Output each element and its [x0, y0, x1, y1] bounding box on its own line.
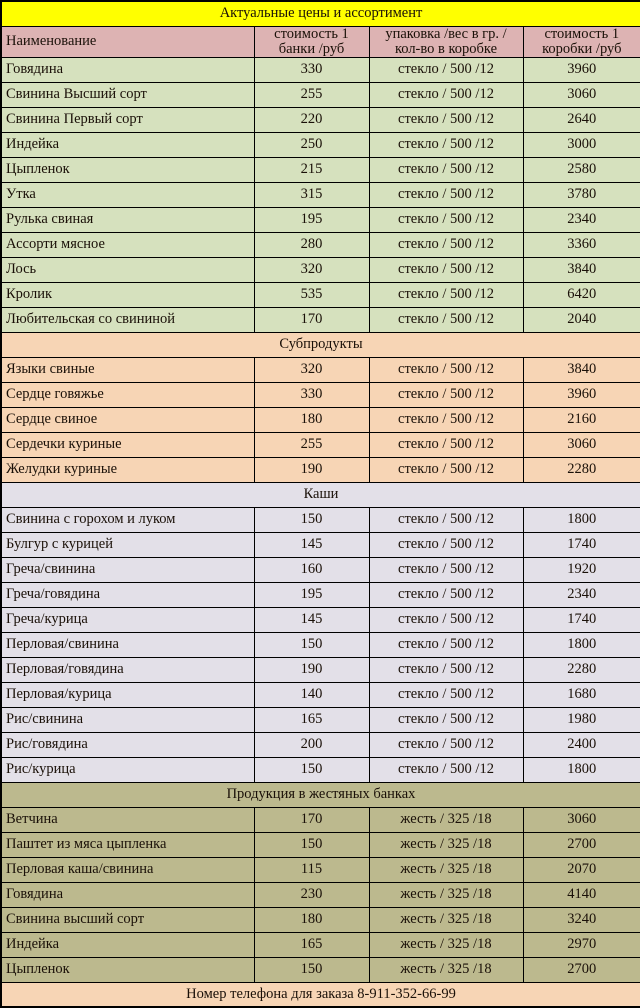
packaging: стекло / 500 /12	[369, 757, 523, 782]
table-row	[1, 257, 640, 282]
packaging: стекло / 500 /12	[369, 457, 523, 482]
price-per-box: 3000	[523, 132, 640, 157]
product-name: Греча/говядина	[1, 582, 254, 607]
product-name: Кролик	[1, 282, 254, 307]
page-title: Актуальные цены и ассортимент	[1, 1, 640, 26]
column-header-price-per-box	[523, 26, 640, 57]
price-per-box: 3960	[523, 57, 640, 82]
price-per-jar: 140	[254, 682, 369, 707]
price-per-box: 4140	[523, 882, 640, 907]
product-name: Ассорти мясное	[1, 232, 254, 257]
section-header-label: Каши	[1, 482, 640, 507]
price-per-jar: 150	[254, 832, 369, 857]
price-per-box: 3840	[523, 357, 640, 382]
price-per-jar: 150	[254, 507, 369, 532]
table-row	[1, 957, 640, 982]
price-per-box: 1800	[523, 632, 640, 657]
price-per-jar: 165	[254, 707, 369, 732]
section-header-tin	[1, 782, 640, 807]
table-row	[1, 632, 640, 657]
table-row	[1, 807, 640, 832]
table-row	[1, 557, 640, 582]
price-per-box: 1800	[523, 507, 640, 532]
price-per-box: 2580	[523, 157, 640, 182]
price-per-jar: 190	[254, 657, 369, 682]
price-per-jar: 200	[254, 732, 369, 757]
packaging: жесть / 325 /18	[369, 882, 523, 907]
column-header-price-per-box-line2: коробки /руб	[542, 40, 622, 57]
packaging: жесть / 325 /18	[369, 932, 523, 957]
packaging: стекло / 500 /12	[369, 107, 523, 132]
packaging: стекло / 500 /12	[369, 582, 523, 607]
table-row	[1, 932, 640, 957]
table-row	[1, 157, 640, 182]
product-name: Перловая/говядина	[1, 657, 254, 682]
product-name: Ветчина	[1, 807, 254, 832]
price-per-jar: 230	[254, 882, 369, 907]
packaging: стекло / 500 /12	[369, 507, 523, 532]
price-per-jar: 255	[254, 82, 369, 107]
price-per-box: 2700	[523, 957, 640, 982]
product-name: Языки свиные	[1, 357, 254, 382]
price-per-box: 2280	[523, 657, 640, 682]
price-per-box: 2340	[523, 582, 640, 607]
price-per-box: 3780	[523, 182, 640, 207]
price-per-box: 3060	[523, 807, 640, 832]
price-per-jar: 145	[254, 607, 369, 632]
price-per-box: 1920	[523, 557, 640, 582]
packaging: жесть / 325 /18	[369, 957, 523, 982]
price-per-jar: 170	[254, 807, 369, 832]
column-header-row	[1, 26, 640, 57]
table-row	[1, 407, 640, 432]
price-per-jar: 180	[254, 907, 369, 932]
packaging: стекло / 500 /12	[369, 432, 523, 457]
packaging: стекло / 500 /12	[369, 532, 523, 557]
price-per-jar: 150	[254, 757, 369, 782]
price-per-jar: 170	[254, 307, 369, 332]
table-row	[1, 907, 640, 932]
column-header-price-per-jar-line2: банки /руб	[278, 40, 345, 57]
packaging: жесть / 325 /18	[369, 807, 523, 832]
product-name: Булгур с курицей	[1, 532, 254, 557]
column-header-name: Наименование	[1, 26, 254, 57]
price-per-jar: 215	[254, 157, 369, 182]
section-header-label: Продукция в жестяных банках	[1, 782, 640, 807]
product-name: Перловая/свинина	[1, 632, 254, 657]
packaging: стекло / 500 /12	[369, 357, 523, 382]
table-row	[1, 432, 640, 457]
table-row	[1, 82, 640, 107]
price-per-jar: 255	[254, 432, 369, 457]
table-row	[1, 357, 640, 382]
product-name: Греча/свинина	[1, 557, 254, 582]
table-row	[1, 882, 640, 907]
table-row	[1, 307, 640, 332]
table-row	[1, 532, 640, 557]
packaging: стекло / 500 /12	[369, 82, 523, 107]
product-name: Индейка	[1, 132, 254, 157]
table-row	[1, 107, 640, 132]
column-header-packaging-line2: кол-во в коробке	[394, 40, 498, 57]
column-header-packaging-line1: упаковка /вес в гр. /	[385, 26, 507, 42]
packaging: стекло / 500 /12	[369, 207, 523, 232]
packaging: стекло / 500 /12	[369, 607, 523, 632]
section-header-offal	[1, 332, 640, 357]
price-per-jar: 190	[254, 457, 369, 482]
product-name: Рулька свиная	[1, 207, 254, 232]
product-name: Говядина	[1, 882, 254, 907]
packaging: стекло / 500 /12	[369, 282, 523, 307]
product-name: Свинина Высший сорт	[1, 82, 254, 107]
price-per-jar: 320	[254, 357, 369, 382]
table-row	[1, 282, 640, 307]
product-name: Сердечки куриные	[1, 432, 254, 457]
price-per-box: 3060	[523, 432, 640, 457]
product-name: Сердце свиное	[1, 407, 254, 432]
price-per-box: 2640	[523, 107, 640, 132]
price-per-box: 1980	[523, 707, 640, 732]
product-name: Рис/свинина	[1, 707, 254, 732]
table-row	[1, 832, 640, 857]
column-header-price-per-box-line1: стоимость 1	[544, 26, 620, 42]
price-per-jar: 165	[254, 932, 369, 957]
price-per-box: 6420	[523, 282, 640, 307]
product-name: Сердце говяжье	[1, 382, 254, 407]
packaging: стекло / 500 /12	[369, 257, 523, 282]
product-name: Индейка	[1, 932, 254, 957]
price-per-jar: 320	[254, 257, 369, 282]
packaging: стекло / 500 /12	[369, 307, 523, 332]
product-name: Свинина с горохом и луком	[1, 507, 254, 532]
packaging: стекло / 500 /12	[369, 732, 523, 757]
price-per-jar: 330	[254, 382, 369, 407]
column-header-packaging	[369, 26, 523, 57]
section-header-label: Субпродукты	[1, 332, 640, 357]
product-name: Желудки куриные	[1, 457, 254, 482]
price-per-jar: 115	[254, 857, 369, 882]
table-row	[1, 382, 640, 407]
table-row	[1, 232, 640, 257]
price-per-box: 3960	[523, 382, 640, 407]
price-per-box: 2970	[523, 932, 640, 957]
price-per-box: 2700	[523, 832, 640, 857]
price-per-box: 3060	[523, 82, 640, 107]
price-per-box: 2340	[523, 207, 640, 232]
price-per-jar: 280	[254, 232, 369, 257]
section-header-porridge	[1, 482, 640, 507]
table-row	[1, 857, 640, 882]
packaging: стекло / 500 /12	[369, 57, 523, 82]
packaging: стекло / 500 /12	[369, 557, 523, 582]
packaging: стекло / 500 /12	[369, 707, 523, 732]
price-per-jar: 150	[254, 957, 369, 982]
table-row	[1, 682, 640, 707]
price-per-jar: 160	[254, 557, 369, 582]
table-row	[1, 707, 640, 732]
price-per-box: 1740	[523, 607, 640, 632]
price-per-jar: 150	[254, 632, 369, 657]
price-per-jar: 180	[254, 407, 369, 432]
product-name: Лось	[1, 257, 254, 282]
table-row	[1, 582, 640, 607]
table-row	[1, 757, 640, 782]
product-name: Перловая/курица	[1, 682, 254, 707]
table-row	[1, 57, 640, 82]
packaging: стекло / 500 /12	[369, 407, 523, 432]
price-per-box: 2040	[523, 307, 640, 332]
packaging: стекло / 500 /12	[369, 382, 523, 407]
table-row	[1, 732, 640, 757]
table-row	[1, 607, 640, 632]
table-row	[1, 207, 640, 232]
price-per-jar: 220	[254, 107, 369, 132]
table-row	[1, 507, 640, 532]
packaging: стекло / 500 /12	[369, 232, 523, 257]
price-per-box: 3840	[523, 257, 640, 282]
price-per-box: 2070	[523, 857, 640, 882]
product-name: Паштет из мяса цыпленка	[1, 832, 254, 857]
packaging: стекло / 500 /12	[369, 157, 523, 182]
table-row	[1, 132, 640, 157]
packaging: стекло / 500 /12	[369, 182, 523, 207]
price-per-box: 1740	[523, 532, 640, 557]
packaging: стекло / 500 /12	[369, 132, 523, 157]
price-per-box: 1800	[523, 757, 640, 782]
product-name: Греча/курица	[1, 607, 254, 632]
price-per-jar: 195	[254, 582, 369, 607]
price-per-jar: 535	[254, 282, 369, 307]
product-name: Цыпленок	[1, 157, 254, 182]
product-name: Свинина высший сорт	[1, 907, 254, 932]
title-row	[1, 1, 640, 26]
price-per-jar: 330	[254, 57, 369, 82]
product-name: Любительская со свининой	[1, 307, 254, 332]
column-header-price-per-jar-line1: стоимость 1	[274, 26, 349, 42]
price-per-jar: 315	[254, 182, 369, 207]
price-per-box: 3360	[523, 232, 640, 257]
price-per-jar: 145	[254, 532, 369, 557]
product-name: Рис/говядина	[1, 732, 254, 757]
product-name: Утка	[1, 182, 254, 207]
table-row	[1, 457, 640, 482]
packaging: жесть / 325 /18	[369, 857, 523, 882]
product-name: Рис/курица	[1, 757, 254, 782]
price-per-box: 1680	[523, 682, 640, 707]
table-row	[1, 657, 640, 682]
packaging: стекло / 500 /12	[369, 632, 523, 657]
price-per-jar: 195	[254, 207, 369, 232]
contact-phone: Номер телефона для заказа 8-911-352-66-99	[1, 982, 640, 1007]
table-row	[1, 182, 640, 207]
product-name: Перловая каша/свинина	[1, 857, 254, 882]
price-per-box: 3240	[523, 907, 640, 932]
packaging: стекло / 500 /12	[369, 657, 523, 682]
price-per-box: 2160	[523, 407, 640, 432]
price-per-jar: 250	[254, 132, 369, 157]
packaging: стекло / 500 /12	[369, 682, 523, 707]
price-per-box: 2400	[523, 732, 640, 757]
column-header-price-per-jar	[254, 26, 369, 57]
footer-row	[1, 982, 640, 1007]
product-name: Цыпленок	[1, 957, 254, 982]
packaging: жесть / 325 /18	[369, 832, 523, 857]
price-per-box: 2280	[523, 457, 640, 482]
packaging: жесть / 325 /18	[369, 907, 523, 932]
product-name: Свинина Первый сорт	[1, 107, 254, 132]
product-name: Говядина	[1, 57, 254, 82]
